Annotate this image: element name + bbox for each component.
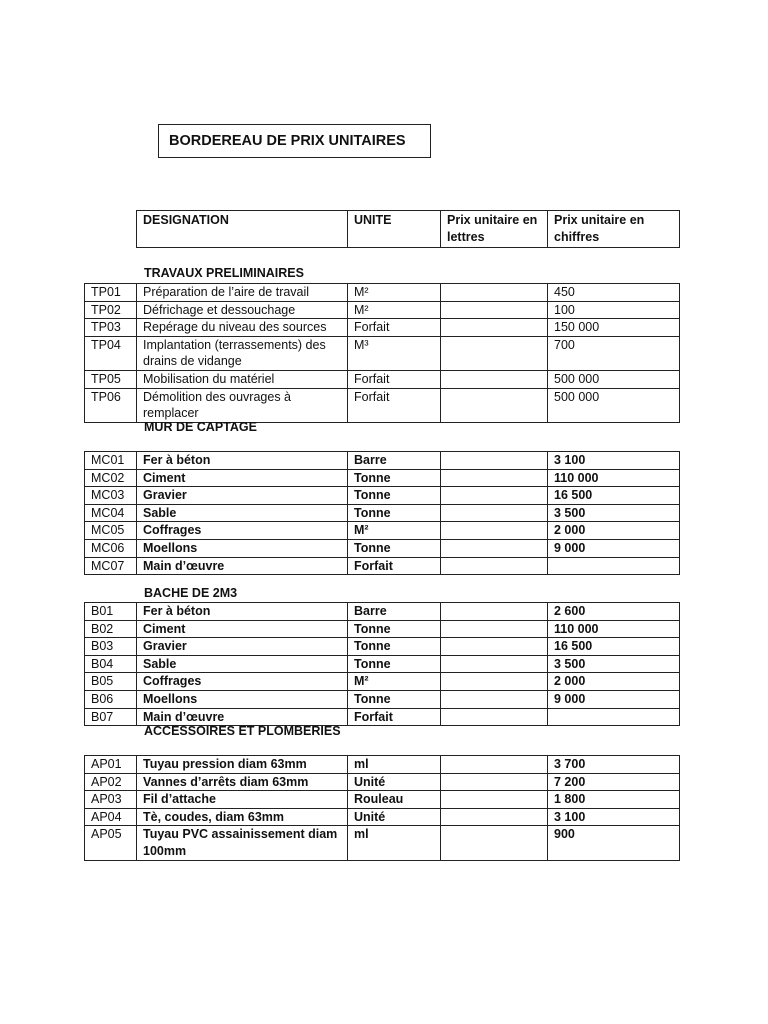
table-row [85, 504, 680, 522]
item-price-figures: 900 [548, 826, 680, 860]
item-price-figures: 3 700 [548, 756, 680, 774]
item-unit: Forfait [348, 557, 441, 575]
item-unit: M² [348, 673, 441, 691]
item-designation: Tuyau PVC assainissement diam 100mm [137, 826, 348, 860]
item-price-figures: 110 000 [548, 469, 680, 487]
table-row [85, 487, 680, 505]
item-code: TP06 [85, 388, 137, 422]
table-row [85, 620, 680, 638]
section-table-travaux-preliminaires [84, 283, 680, 423]
section-title-bache-2m3: BACHE DE 2M3 [144, 586, 238, 600]
item-designation: Coffrages [137, 522, 348, 540]
item-code: TP03 [85, 319, 137, 337]
item-price-figures [548, 557, 680, 575]
item-designation: Tuyau pression diam 63mm [137, 756, 348, 774]
item-price-figures: 16 500 [548, 638, 680, 656]
table-row [85, 690, 680, 708]
table-row [85, 773, 680, 791]
item-price-figures: 1 800 [548, 791, 680, 809]
item-designation: Main d’œuvre [137, 557, 348, 575]
section-title-accessoires-plomberies: ACCESSOIRES ET PLOMBERIES [144, 724, 341, 738]
item-designation: Défrichage et dessouchage [137, 301, 348, 319]
item-designation: Gravier [137, 638, 348, 656]
item-code: TP02 [85, 301, 137, 319]
table-row [85, 388, 680, 422]
item-designation: Tè, coudes, diam 63mm [137, 808, 348, 826]
document-title: BORDEREAU DE PRIX UNITAIRES [158, 124, 431, 158]
item-unit: Forfait [348, 708, 441, 726]
item-unit: Barre [348, 452, 441, 470]
item-code: MC01 [85, 452, 137, 470]
item-designation: Moellons [137, 539, 348, 557]
item-designation: Fer à béton [137, 603, 348, 621]
item-unit: ml [348, 826, 441, 860]
section-table-mur-de-captage [84, 451, 680, 575]
item-price-figures: 500 000 [548, 388, 680, 422]
item-price-letters [441, 539, 548, 557]
item-code: MC06 [85, 539, 137, 557]
table-row [85, 808, 680, 826]
item-designation: Gravier [137, 487, 348, 505]
item-code: B01 [85, 603, 137, 621]
item-price-letters [441, 791, 548, 809]
item-price-figures: 2 000 [548, 522, 680, 540]
item-designation: Préparation de l’aire de travail [137, 284, 348, 302]
item-price-letters [441, 319, 548, 337]
item-price-figures: 9 000 [548, 539, 680, 557]
column-header-table [136, 210, 680, 248]
item-designation: Implantation (terrassements) des drains de vidange [137, 336, 348, 370]
item-price-figures: 3 500 [548, 655, 680, 673]
item-code: MC02 [85, 469, 137, 487]
item-code: B06 [85, 690, 137, 708]
item-price-letters [441, 522, 548, 540]
item-price-letters [441, 469, 548, 487]
item-price-letters [441, 388, 548, 422]
header-price-letters: Prix unitaire en lettres [441, 211, 548, 248]
table-row [85, 336, 680, 370]
item-unit: Rouleau [348, 791, 441, 809]
item-code: TP04 [85, 336, 137, 370]
item-price-letters [441, 756, 548, 774]
item-price-letters [441, 284, 548, 302]
column-header-row [137, 211, 680, 248]
item-code: MC07 [85, 557, 137, 575]
item-price-figures: 110 000 [548, 620, 680, 638]
item-price-figures: 3 100 [548, 808, 680, 826]
item-unit: Tonne [348, 539, 441, 557]
item-price-figures: 16 500 [548, 487, 680, 505]
item-price-figures: 9 000 [548, 690, 680, 708]
section-table-bache-2m3 [84, 602, 680, 726]
item-price-letters [441, 336, 548, 370]
item-designation: Ciment [137, 469, 348, 487]
item-code: MC03 [85, 487, 137, 505]
item-designation: Sable [137, 504, 348, 522]
item-code: B02 [85, 620, 137, 638]
item-price-letters [441, 708, 548, 726]
item-unit: Tonne [348, 655, 441, 673]
item-price-letters [441, 452, 548, 470]
section-table-accessoires-plomberies [84, 755, 680, 861]
item-unit: Forfait [348, 319, 441, 337]
header-designation: DESIGNATION [137, 211, 348, 248]
section-title-mur-de-captage: MUR DE CAPTAGE [144, 420, 257, 434]
item-code: TP01 [85, 284, 137, 302]
item-code: MC05 [85, 522, 137, 540]
item-unit: M² [348, 284, 441, 302]
item-unit: Unité [348, 808, 441, 826]
item-code: AP03 [85, 791, 137, 809]
table-row [85, 319, 680, 337]
item-code: MC04 [85, 504, 137, 522]
item-code: AP02 [85, 773, 137, 791]
item-unit: Barre [348, 603, 441, 621]
item-price-figures: 2 600 [548, 603, 680, 621]
item-unit: Tonne [348, 469, 441, 487]
item-code: AP05 [85, 826, 137, 860]
item-designation: Démolition des ouvrages à remplacer [137, 388, 348, 422]
item-code: B05 [85, 673, 137, 691]
table-row [85, 452, 680, 470]
item-unit: Tonne [348, 638, 441, 656]
item-price-figures [548, 708, 680, 726]
table-row [85, 655, 680, 673]
item-designation: Mobilisation du matériel [137, 370, 348, 388]
item-price-letters [441, 557, 548, 575]
table-row [85, 557, 680, 575]
item-price-letters [441, 655, 548, 673]
item-price-figures: 150 000 [548, 319, 680, 337]
item-unit: Forfait [348, 388, 441, 422]
item-unit: Tonne [348, 620, 441, 638]
item-designation: Moellons [137, 690, 348, 708]
table-row [85, 301, 680, 319]
item-price-letters [441, 690, 548, 708]
item-price-figures: 500 000 [548, 370, 680, 388]
table-row [85, 791, 680, 809]
header-price-figures: Prix unitaire en chiffres [548, 211, 680, 248]
item-price-figures: 100 [548, 301, 680, 319]
item-price-letters [441, 773, 548, 791]
header-unite: UNITE [348, 211, 441, 248]
item-price-letters [441, 673, 548, 691]
table-row [85, 756, 680, 774]
item-code: AP01 [85, 756, 137, 774]
section-title-travaux-preliminaires: TRAVAUX PRELIMINAIRES [144, 266, 304, 280]
item-designation: Fil d’attache [137, 791, 348, 809]
item-price-letters [441, 808, 548, 826]
item-designation: Sable [137, 655, 348, 673]
item-code: TP05 [85, 370, 137, 388]
item-unit: Tonne [348, 487, 441, 505]
item-unit: Unité [348, 773, 441, 791]
table-row [85, 370, 680, 388]
item-price-letters [441, 603, 548, 621]
table-row [85, 539, 680, 557]
item-designation: Coffrages [137, 673, 348, 691]
table-row [85, 826, 680, 860]
item-price-letters [441, 301, 548, 319]
item-code: B03 [85, 638, 137, 656]
item-designation: Main d’œuvre [137, 708, 348, 726]
item-price-letters [441, 370, 548, 388]
item-price-figures: 2 000 [548, 673, 680, 691]
item-price-letters [441, 620, 548, 638]
item-unit: M³ [348, 336, 441, 370]
table-row [85, 603, 680, 621]
item-code: B07 [85, 708, 137, 726]
item-designation: Fer à béton [137, 452, 348, 470]
item-price-figures: 7 200 [548, 773, 680, 791]
item-unit: M² [348, 522, 441, 540]
item-price-figures: 450 [548, 284, 680, 302]
item-designation: Ciment [137, 620, 348, 638]
item-price-letters [441, 638, 548, 656]
item-price-figures: 700 [548, 336, 680, 370]
item-price-letters [441, 826, 548, 860]
item-code: AP04 [85, 808, 137, 826]
item-unit: Tonne [348, 504, 441, 522]
item-price-letters [441, 504, 548, 522]
table-row [85, 284, 680, 302]
item-designation: Vannes d’arrêts diam 63mm [137, 773, 348, 791]
item-unit: ml [348, 756, 441, 774]
table-row [85, 469, 680, 487]
item-price-figures: 3 100 [548, 452, 680, 470]
item-unit: Forfait [348, 370, 441, 388]
item-price-letters [441, 487, 548, 505]
item-price-figures: 3 500 [548, 504, 680, 522]
item-designation: Repérage du niveau des sources [137, 319, 348, 337]
item-unit: M² [348, 301, 441, 319]
item-unit: Tonne [348, 690, 441, 708]
table-row [85, 673, 680, 691]
table-row [85, 522, 680, 540]
item-code: B04 [85, 655, 137, 673]
table-row [85, 638, 680, 656]
